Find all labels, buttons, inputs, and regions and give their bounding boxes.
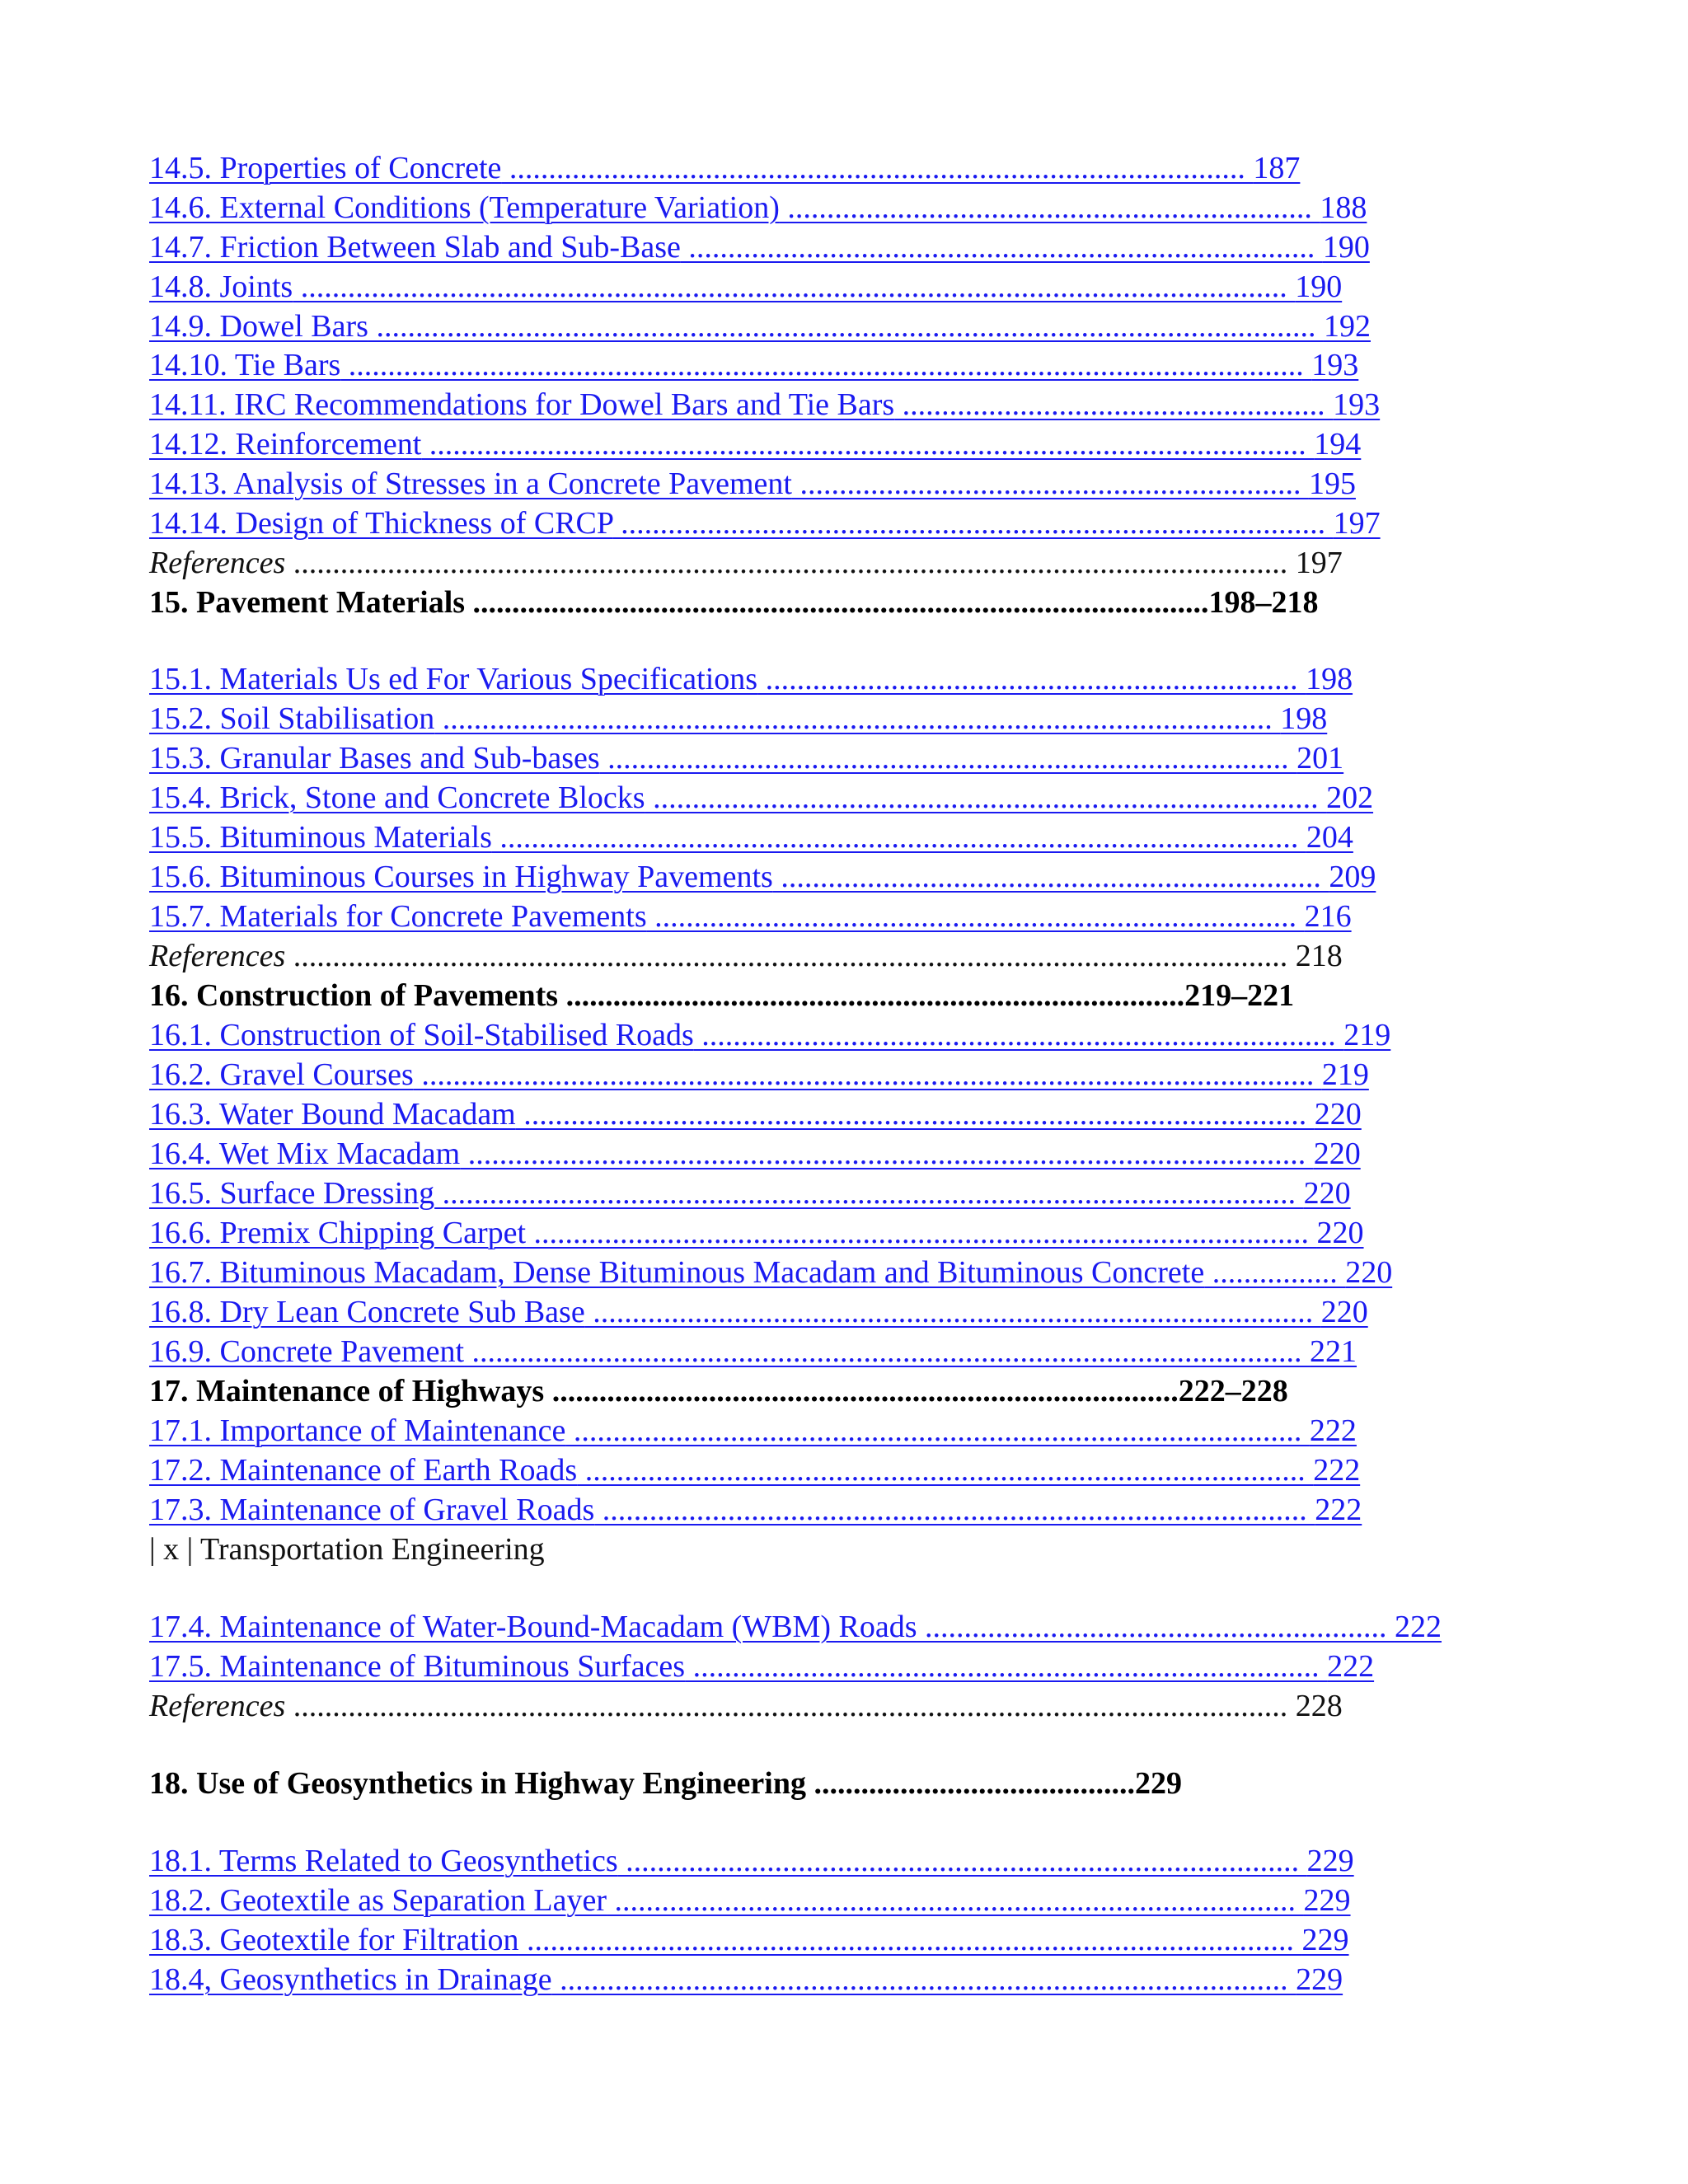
dot-leader: ................ — [1204, 1255, 1346, 1290]
dot-leader: .......................................................................................................... — [464, 1334, 1311, 1369]
toc-chapter-heading — [149, 583, 1319, 622]
toc-chapter-heading — [149, 1371, 1288, 1411]
dot-leader: ........................................................................................................... — [460, 1137, 1314, 1171]
entry-title: 17.3. Maintenance of Gravel Roads — [149, 1493, 595, 1527]
entry-title: 14.11. IRC Recommendations for Dowel Bars and Tie Bars — [149, 387, 895, 422]
entry-title: 14.14. Design of Thickness of CRCP — [149, 506, 613, 541]
page-number: 202 — [1326, 780, 1374, 815]
toc-link[interactable] — [149, 464, 1356, 504]
dot-leader: ................................................................... — [779, 190, 1320, 225]
dot-leader: .......................................................................................... — [594, 1493, 1315, 1527]
running-header — [149, 1530, 545, 1569]
toc-link[interactable] — [149, 1134, 1361, 1174]
toc-link[interactable] — [149, 1253, 1392, 1292]
page-number: 209 — [1329, 860, 1376, 894]
entry-title: 18.2. Geotextile as Separation Layer — [149, 1883, 607, 1918]
page-number: 190 — [1322, 230, 1370, 265]
dot-leader: ....................................................................................... — [599, 741, 1297, 776]
toc-link[interactable] — [149, 424, 1361, 464]
toc-link[interactable] — [149, 307, 1371, 346]
entry-title: 15.3. Granular Bases and Sub-bases — [149, 741, 600, 776]
page-number: 198 — [1280, 701, 1328, 736]
dot-leader: ............................................................................................................. — [434, 1176, 1304, 1211]
entry-title: 15.1. Materials Us ed For Various Specifications — [149, 662, 758, 696]
page-number: 193 — [1311, 348, 1359, 382]
dot-leader: ................................................................................ — [680, 230, 1323, 265]
dot-leader: .................................................................................................... — [515, 1097, 1315, 1132]
page-number: 198–218 — [1208, 585, 1319, 620]
toc-link[interactable] — [149, 659, 1353, 699]
entry-title: 16.9. Concrete Pavement — [149, 1334, 465, 1369]
page-number: 220 — [1316, 1216, 1364, 1250]
entry-title: 14.10. Tie Bars — [149, 348, 341, 382]
toc-link[interactable] — [149, 188, 1367, 227]
dot-leader: ................................................................................ — [685, 1649, 1328, 1684]
entry-title: References — [149, 1689, 286, 1723]
toc-link[interactable] — [149, 345, 1358, 385]
page-number: 229 — [1296, 1962, 1343, 1997]
toc-link[interactable] — [149, 1411, 1357, 1451]
entry-title: 16.4. Wet Mix Macadam — [149, 1137, 461, 1171]
toc-link[interactable] — [149, 1055, 1369, 1094]
page-number: 222 — [1313, 1453, 1361, 1488]
dot-leader: ................................................................................ — [544, 1374, 1179, 1408]
dot-leader: .......................................................................................................................... — [340, 348, 1312, 382]
entry-title: 18.3. Geotextile for Filtration — [149, 1923, 519, 1957]
dot-leader: .................................................................................................. — [518, 1923, 1302, 1957]
dot-leader: ............................................................................................ — [577, 1453, 1314, 1488]
entry-title: 14.12. Reinforcement — [149, 427, 422, 462]
entry-title: 14.7. Friction Between Slab and Sub-Base — [149, 230, 681, 265]
toc-link[interactable] — [149, 1015, 1390, 1055]
entry-title: 17.1. Importance of Maintenance — [149, 1413, 566, 1448]
dot-leader: ................................................................................. — [693, 1018, 1344, 1052]
page-number: 222 — [1309, 1413, 1357, 1448]
toc-link[interactable] — [149, 897, 1352, 936]
page-number: 222 — [1315, 1493, 1362, 1527]
dot-leader: ............................................................................................................................... — [285, 546, 1296, 580]
page-number: 201 — [1296, 741, 1344, 776]
entry-title: 14.9. Dowel Bars — [149, 309, 368, 344]
entry-title: 17.2. Maintenance of Earth Roads — [149, 1453, 578, 1488]
page-number: 220 — [1320, 1295, 1368, 1329]
entry-title: 16.5. Surface Dressing — [149, 1176, 435, 1211]
page-number: 198 — [1306, 662, 1353, 696]
dot-leader: ................................................................................................................ — [421, 427, 1315, 462]
toc-link[interactable] — [149, 1841, 1354, 1881]
page-number: 190 — [1295, 269, 1343, 304]
dot-leader: ....................................................................................... — [607, 1883, 1304, 1918]
toc-link[interactable] — [149, 857, 1376, 897]
entry-title: 17.4. Maintenance of Water-Bound-Macadam (WBM) Roads — [149, 1610, 917, 1644]
page-number: 216 — [1304, 899, 1352, 934]
dot-leader: ............................................................................................ — [584, 1295, 1321, 1329]
toc-link[interactable] — [149, 1647, 1374, 1686]
dot-leader: ...................................................................................... — [617, 1844, 1307, 1878]
page-number: 219 — [1321, 1057, 1369, 1092]
toc-chapter-heading — [149, 976, 1294, 1015]
page-number: 229 — [1301, 1923, 1349, 1957]
toc-link[interactable] — [149, 699, 1327, 738]
entry-title: 14.5. Properties of Concrete — [149, 151, 502, 185]
dot-leader: .............................................................................................. — [465, 585, 1209, 620]
entry-title: 16.3. Water Bound Macadam — [149, 1097, 516, 1132]
page-number: 193 — [1333, 387, 1381, 422]
dot-leader: ............................................................................................. — [565, 1413, 1310, 1448]
page-number: 188 — [1320, 190, 1367, 225]
page-number: 219–221 — [1184, 978, 1295, 1013]
toc-references-line — [149, 936, 1343, 976]
dot-leader: ...................................................... — [894, 387, 1334, 422]
entry-title: 18.1. Terms Related to Geosynthetics — [149, 1844, 618, 1878]
entry-title: 15.7. Materials for Concrete Pavements — [149, 899, 647, 934]
entry-title: 15.5. Bituminous Materials — [149, 820, 492, 855]
dot-leader: ......................................... — [805, 1766, 1135, 1801]
page-number: 218 — [1295, 939, 1343, 973]
dot-leader: .................................................................................................................. — [413, 1057, 1322, 1092]
toc-link[interactable] — [149, 1094, 1362, 1134]
page-number: 228 — [1295, 1689, 1343, 1723]
toc-link[interactable] — [149, 385, 1380, 424]
entry-title: 16. Construction of Pavements — [149, 978, 559, 1013]
toc-link[interactable] — [149, 1881, 1351, 1920]
dot-leader: .................................................................... — [757, 662, 1306, 696]
toc-link[interactable] — [149, 267, 1342, 307]
entry-title: 18. Use of Geosynthetics in Highway Engineering — [149, 1766, 806, 1801]
dot-leader: ..................................................................... — [772, 860, 1329, 894]
page-number: 197 — [1333, 506, 1381, 541]
page-number: 229 — [1134, 1766, 1182, 1801]
page-number: 222 — [1394, 1610, 1442, 1644]
dot-leader: .................................................................................. — [646, 899, 1305, 934]
dot-leader: ................................................................................................... — [526, 1216, 1317, 1250]
dot-leader: .......................................................................................................... — [434, 701, 1281, 736]
entry-title: 17. Maintenance of Highways — [149, 1374, 545, 1408]
dot-leader: ................................................................ — [791, 466, 1309, 501]
dot-leader: ............................................................................................................................... — [285, 1689, 1296, 1723]
page-number: 220 — [1303, 1176, 1351, 1211]
toc-link[interactable] — [149, 1607, 1442, 1647]
entry-title: 18.4, Geosynthetics in Drainage — [149, 1962, 552, 1997]
toc-link[interactable] — [149, 148, 1300, 188]
toc-link[interactable] — [149, 227, 1370, 267]
dot-leader: ...................................................................................................... — [491, 820, 1306, 855]
dot-leader: .............................................................................................................................. — [293, 269, 1296, 304]
toc-link[interactable] — [149, 1490, 1362, 1530]
entry-title: 14.8. Joints — [149, 269, 293, 304]
page-number: 192 — [1323, 309, 1371, 344]
page-number: 187 — [1253, 151, 1301, 185]
toc-link[interactable] — [149, 1213, 1364, 1253]
toc-link[interactable] — [149, 1920, 1349, 1960]
toc-link[interactable] — [149, 778, 1373, 818]
entry-title: | x | Transportation Engineering — [149, 1532, 545, 1567]
toc-link[interactable] — [149, 504, 1381, 543]
entry-title: 16.1. Construction of Soil-Stabilised Roads — [149, 1018, 694, 1052]
entry-title: References — [149, 939, 286, 973]
entry-title: 15. Pavement Materials — [149, 585, 466, 620]
dot-leader: ........................................................... — [917, 1610, 1395, 1644]
entry-title: 15.4. Brick, Stone and Concrete Blocks — [149, 780, 645, 815]
dot-leader: ............................................................................... — [558, 978, 1185, 1013]
page-number: 195 — [1308, 466, 1356, 501]
entry-title: 15.6. Bituminous Courses in Highway Pavements — [149, 860, 773, 894]
page-number: 204 — [1306, 820, 1353, 855]
entry-title: 15.2. Soil Stabilisation — [149, 701, 435, 736]
page-number: 222 — [1327, 1649, 1375, 1684]
page-number: 220 — [1345, 1255, 1393, 1290]
toc-link[interactable] — [149, 1174, 1351, 1213]
page-number: 221 — [1310, 1334, 1357, 1369]
page-number: 219 — [1343, 1018, 1391, 1052]
toc-link[interactable] — [149, 1960, 1343, 1999]
dot-leader: ............................................................................................. — [551, 1962, 1296, 1997]
toc-link[interactable] — [149, 1292, 1368, 1332]
dot-leader: ........................................................................................................................ — [368, 309, 1324, 344]
toc-link[interactable] — [149, 818, 1353, 857]
page-number: 222–228 — [1178, 1374, 1288, 1408]
entry-title: References — [149, 546, 286, 580]
entry-title: 14.13. Analysis of Stresses in a Concrete Pavement — [149, 466, 792, 501]
dot-leader: ..................................................................................... — [645, 780, 1327, 815]
toc-chapter-heading — [149, 1764, 1182, 1803]
page-number: 229 — [1303, 1883, 1351, 1918]
toc-references-line — [149, 1686, 1343, 1726]
toc-references-line — [149, 543, 1343, 583]
dot-leader: .............................................................................................. — [501, 151, 1254, 185]
entry-title: 14.6. External Conditions (Temperature Variation) — [149, 190, 780, 225]
entry-title: 16.8. Dry Lean Concrete Sub Base — [149, 1295, 585, 1329]
page-number: 220 — [1314, 1097, 1362, 1132]
entry-title: 17.5. Maintenance of Bituminous Surfaces — [149, 1649, 686, 1684]
toc-link[interactable] — [149, 1332, 1357, 1371]
entry-title: 16.7. Bituminous Macadam, Dense Bituminous Macadam and Bituminous Concrete — [149, 1255, 1205, 1290]
dot-leader: ............................................................................................................................... — [285, 939, 1296, 973]
page-number: 197 — [1295, 546, 1343, 580]
entry-title: 16.6. Premix Chipping Carpet — [149, 1216, 527, 1250]
page-number: 229 — [1306, 1844, 1354, 1878]
page-number: 194 — [1314, 427, 1362, 462]
entry-title: 16.2. Gravel Courses — [149, 1057, 414, 1092]
toc-link[interactable] — [149, 738, 1343, 778]
page-number: 220 — [1313, 1137, 1361, 1171]
toc-link[interactable] — [149, 1451, 1360, 1490]
dot-leader: .......................................................................................... — [612, 506, 1334, 541]
